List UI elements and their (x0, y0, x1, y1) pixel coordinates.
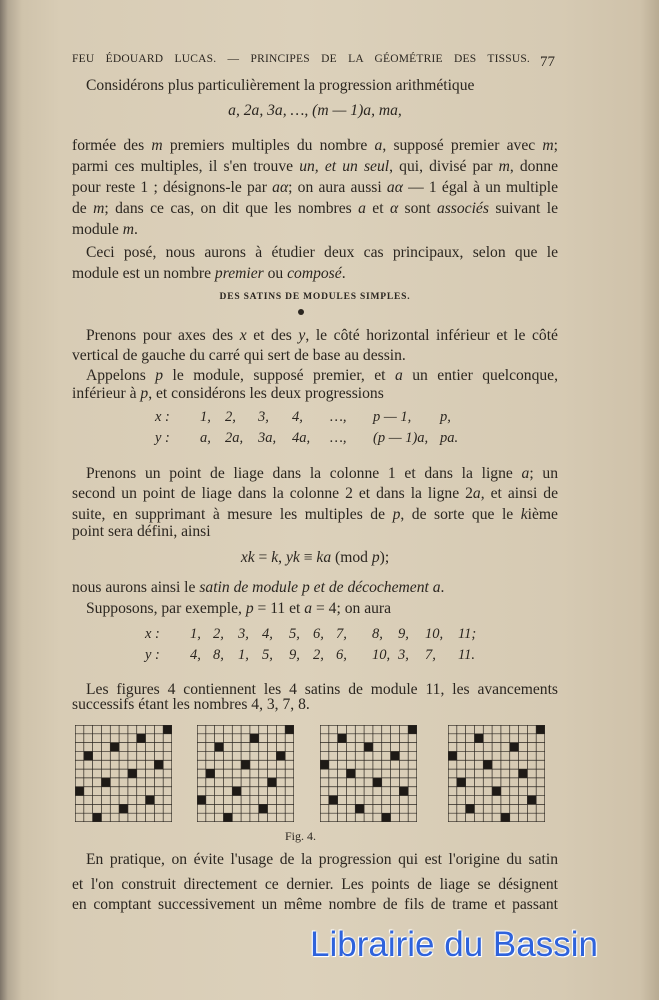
text-line (72, 346, 558, 366)
table-cell: 8, (372, 626, 383, 642)
table-cell: 7, (425, 647, 436, 663)
binding-point (536, 725, 545, 734)
satin-grid (197, 725, 294, 822)
text-segment: Considérons plus particulièrement la progression arithmétique (86, 77, 475, 94)
text-segment: suivant le (488, 200, 559, 217)
table-cell: 9, (398, 626, 409, 642)
text-segment: k (520, 506, 528, 523)
text-segment: Appelons (86, 367, 156, 384)
text-segment: module (72, 221, 123, 238)
text-line (86, 243, 558, 263)
binding-point (448, 751, 457, 760)
binding-point (119, 804, 128, 813)
binding-point (527, 796, 536, 805)
binding-point (510, 743, 519, 752)
binding-point (101, 778, 110, 787)
table-cell: 4a, (292, 430, 311, 446)
table-cell: 9, (289, 647, 300, 663)
binding-point (276, 751, 285, 760)
text-segment: aα (386, 179, 403, 196)
table-cell: 1, (190, 626, 201, 642)
text-line (86, 464, 558, 484)
table-cell: 4, (190, 647, 201, 663)
text-line (72, 199, 558, 219)
binding-point (206, 769, 215, 778)
satin-grid (448, 725, 545, 822)
table-cell: pa. (440, 430, 459, 446)
binding-point (329, 796, 338, 805)
y-label: y : (155, 430, 170, 446)
table-cell: 5, (289, 626, 300, 642)
text-segment: ; (553, 137, 558, 154)
table-cell: 1, (238, 647, 249, 663)
text-segment: y (298, 327, 306, 344)
binding-point (466, 804, 475, 813)
text-segment: satin de module p et de décochement a (199, 579, 441, 596)
text-segment: formée des (72, 137, 152, 154)
text-segment: aα (272, 179, 289, 196)
text-segment: (mod (331, 549, 372, 566)
figure-caption: Fig. 4. (285, 829, 317, 843)
text-line (72, 220, 558, 240)
text-segment: point sera défini, ainsi (72, 523, 211, 540)
text-segment: = 11 et (253, 600, 305, 617)
text-segment: Prenons un point de liage dans la colonne 1 et dans la ligne (86, 465, 522, 482)
text-segment: m (542, 137, 554, 154)
table-cell: p — 1, (373, 409, 412, 425)
text-segment: k (247, 549, 255, 566)
text-line (72, 578, 558, 598)
binding-point (75, 787, 84, 796)
binding-point (519, 769, 528, 778)
text-segment: nous aurons ainsi le (72, 579, 200, 596)
table-cell: …, (330, 409, 347, 425)
table-cell: 4, (292, 409, 303, 425)
text-segment: pour reste 1 ; désignons-le par (72, 179, 273, 196)
binding-point (364, 743, 373, 752)
text-line (72, 522, 558, 542)
text-segment: de (72, 200, 94, 217)
text-segment: a (521, 465, 530, 482)
text-line (72, 101, 558, 121)
text-segment: et des (246, 327, 299, 344)
text-segment: un entier quelconque, (402, 367, 559, 384)
text-line (86, 366, 558, 386)
text-segment: p (245, 600, 254, 617)
text-segment: ≡ (299, 549, 317, 566)
text-line (72, 178, 558, 198)
text-segment: a (472, 485, 481, 502)
binding-point (399, 787, 408, 796)
binding-point (346, 769, 355, 778)
table-cell: 5, (262, 647, 273, 663)
table-cell: 10, (425, 626, 444, 642)
binding-point (501, 813, 510, 822)
text-line (72, 264, 558, 284)
text-segment: premiers multiples du nombre (162, 137, 375, 154)
text-segment: vertical de gauche du carré qui sert de base au dessin. (72, 347, 406, 364)
table-cell: a, (200, 430, 211, 446)
text-segment: m (498, 158, 510, 175)
text-segment: ou (263, 265, 288, 282)
text-segment: et l'on construit directement ce dernier. Les points de liage se désignent (72, 876, 558, 893)
text-segment: , qui, divisé par (389, 158, 499, 175)
text-segment: Ceci posé, nous aurons à étudier deux cas principaux, selon que le (86, 244, 558, 261)
text-line (86, 326, 558, 346)
text-line (72, 484, 558, 504)
table-cell: 2a, (225, 430, 244, 446)
text-segment: . (341, 265, 346, 282)
text-line (72, 157, 558, 177)
text-segment: , (278, 549, 286, 566)
text-line (72, 136, 558, 156)
table-cell: 8, (213, 647, 224, 663)
binding-point (457, 778, 466, 787)
text-segment: p (371, 549, 380, 566)
text-line (72, 895, 558, 915)
x-label: x : (145, 626, 160, 642)
table-cell: 11. (458, 647, 476, 663)
table-cell: 6, (313, 626, 324, 642)
table-cell: 3a, (258, 430, 277, 446)
binding-point (137, 734, 146, 743)
text-segment: m (122, 221, 134, 238)
table-cell: 2, (225, 409, 236, 425)
satin-grid (75, 725, 172, 822)
text-segment: y (285, 549, 293, 566)
text-line (86, 599, 558, 619)
text-segment: un, et un seul (299, 158, 390, 175)
binding-point (483, 760, 492, 769)
binding-point (241, 760, 250, 769)
text-segment: ka (316, 549, 332, 566)
text-segment: sont (398, 200, 437, 217)
text-segment: , supposé premier avec (382, 137, 543, 154)
binding-point (215, 743, 224, 752)
text-segment: p (392, 506, 401, 523)
text-segment: a (394, 367, 403, 384)
binding-point (338, 734, 347, 743)
binding-point (84, 751, 93, 760)
text-segment: = 4; on aura (312, 600, 392, 617)
binding-point (223, 813, 232, 822)
text-line (86, 850, 558, 870)
binding-point (163, 725, 172, 734)
text-segment: Supposons, par exemple, (86, 600, 246, 617)
text-segment: k (271, 549, 279, 566)
table-cell: 3, (238, 626, 249, 642)
binding-point (320, 760, 329, 769)
table-cell: …, (330, 430, 347, 446)
text-line (72, 695, 558, 715)
table-cell: 2, (313, 647, 324, 663)
binding-point (146, 796, 155, 805)
text-segment: p (140, 385, 149, 402)
ornament-dot (298, 309, 304, 315)
text-segment: premier (214, 265, 264, 282)
text-segment: , donne (509, 158, 558, 175)
text-line (72, 548, 558, 568)
text-segment: , et considérons les deux progressions (148, 385, 384, 402)
text-segment: . (133, 221, 138, 238)
text-segment: Les figures 4 contiennent les 4 satins de module 11, les avancements (86, 681, 558, 698)
text-segment: m (93, 200, 105, 217)
table-cell: p, (440, 409, 451, 425)
y-label: y : (145, 647, 160, 663)
text-segment: Prenons pour axes des (86, 327, 240, 344)
table-cell: 10, (372, 647, 391, 663)
table-cell: 11; (458, 626, 477, 642)
text-segment: En pratique, on évite l'usage de la progression qui est l'origine du satin (86, 851, 558, 868)
text-segment: = (254, 549, 272, 566)
table-cell: 4, (262, 626, 273, 642)
table-cell: 3, (258, 409, 269, 425)
text-segment: composé (287, 265, 342, 282)
text-line (72, 384, 558, 404)
binding-point (250, 734, 259, 743)
text-line (86, 76, 558, 96)
text-segment: successifs étant les nombres 4, 3, 7, 8. (72, 696, 310, 713)
text-segment: a (304, 600, 313, 617)
page-number: 77 (540, 54, 555, 70)
binding-point (474, 734, 483, 743)
x-label: x : (155, 409, 170, 425)
text-segment: — 1 égal à un multiple (402, 179, 558, 196)
text-segment: , et ainsi de (480, 485, 558, 502)
text-segment: . (440, 579, 445, 596)
binding-point (110, 743, 119, 752)
text-segment: , le côté horizontal inférieur et le côté (305, 327, 558, 344)
table-cell: (p — 1)a, (373, 430, 429, 446)
text-segment: m (151, 137, 163, 154)
binding-point (355, 804, 364, 813)
text-segment: en comptant successivement un même nombre de fils de trame et passant (72, 896, 558, 913)
text-segment: , de sorte que le (400, 506, 521, 523)
binding-point (259, 804, 268, 813)
binding-point (408, 725, 417, 734)
text-line (72, 875, 558, 895)
text-segment: p (155, 367, 164, 384)
binding-point (268, 778, 277, 787)
text-segment: x (240, 549, 248, 566)
table-cell: 1, (200, 409, 211, 425)
binding-point (197, 796, 206, 805)
binding-point (373, 778, 382, 787)
text-segment: ); (379, 549, 390, 566)
text-segment: le module, supposé premier, et (163, 367, 395, 384)
text-segment: inférieur à (72, 385, 141, 402)
satin-grid (320, 725, 417, 822)
text-segment: parmi ces multiples, il s'en trouve (72, 158, 300, 175)
text-segment: ; dans ce cas, on dit que les nombres (104, 200, 359, 217)
text-segment: module est un nombre (72, 265, 215, 282)
table-cell: 6, (336, 647, 347, 663)
binding-point (154, 760, 163, 769)
binding-point (93, 813, 102, 822)
text-segment: associés (436, 200, 489, 217)
text-segment: second un point de liage dans la colonne 2 et dans la ligne 2 (72, 485, 473, 502)
text-segment: suite, en supprimant à mesure les multiples de (72, 506, 393, 523)
table-cell: 3, (398, 647, 409, 663)
text-segment: ; on aura aussi (288, 179, 387, 196)
binding-point (382, 813, 391, 822)
text-segment: ième (527, 506, 558, 523)
binding-point (232, 787, 241, 796)
binding-point (285, 725, 294, 734)
table-cell: 2, (213, 626, 224, 642)
table-cell: 7, (336, 626, 347, 642)
text-segment: ; un (529, 465, 558, 482)
running-header: FEU ÉDOUARD LUCAS. — PRINCIPES DE LA GÉOMÉTRIE DES TISSUS. (72, 53, 530, 65)
text-segment: a, 2a, 3a, …, (m — 1)a, ma, (228, 102, 402, 119)
section-title: DES SATINS DE MODULES SIMPLES. (219, 292, 411, 302)
watermark: Librairie du Bassin (310, 925, 598, 964)
text-segment: k (292, 549, 300, 566)
text-segment: α (389, 200, 399, 217)
binding-point (492, 787, 501, 796)
text-segment: x (239, 327, 247, 344)
text-segment: a (358, 200, 366, 217)
binding-point (128, 769, 137, 778)
text-segment: a (374, 137, 383, 154)
text-segment: et (365, 200, 390, 217)
binding-point (391, 751, 400, 760)
